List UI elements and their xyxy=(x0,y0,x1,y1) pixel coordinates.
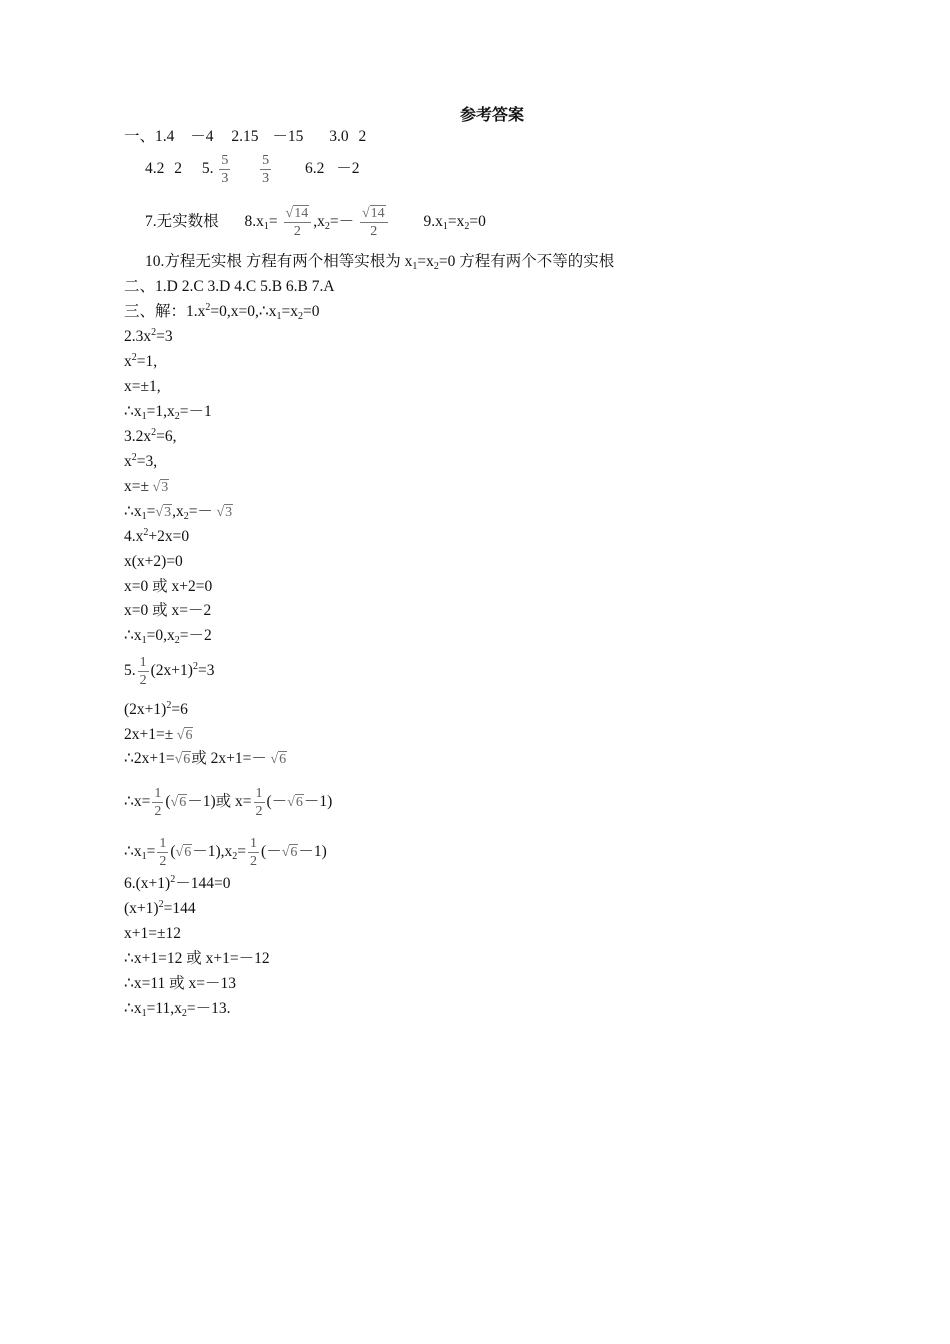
subscript: 1 xyxy=(442,221,448,233)
sqrt: √6 xyxy=(175,845,192,861)
answer-text: 4.2 xyxy=(145,160,165,178)
answer-text: 2.15 xyxy=(231,128,259,145)
answer-text: 7.无实数根 xyxy=(145,213,219,231)
answer-text: =0 方程有两个不等的实根 xyxy=(438,253,615,270)
q6-line-2: $(x+1)^2=144$ xyxy=(124,899,196,917)
answer-text: 一、1.4 xyxy=(124,128,175,145)
sqrt: √3 xyxy=(212,505,233,520)
q4-line-4: x=0 或 x=－2 xyxy=(124,602,212,619)
answer-text: =0 xyxy=(303,303,320,320)
answer-text: =x xyxy=(447,213,465,231)
answer-text: 6.2 xyxy=(305,160,325,178)
page-title: 参考答案 xyxy=(459,107,524,124)
part2-answers: 二、1.D 2.C 3.D 4.C 5.B 6.B 7.A xyxy=(124,278,335,295)
q4-line-5: ∴x1=0,x2=－2 xyxy=(124,627,212,646)
subscript: 1 xyxy=(412,261,418,272)
sqrt: √14 xyxy=(361,206,385,221)
subscript: 1 xyxy=(276,311,282,322)
q4-line-3: x=0 或 x+2=0 xyxy=(124,578,213,595)
q2-line-1: $2.3x^2=3$ xyxy=(124,327,173,345)
answer-text: 2 xyxy=(174,160,182,178)
sqrt: √6 xyxy=(287,795,303,811)
subscript: 2 xyxy=(298,311,303,322)
q6-line-5: ∴x=11 或 x=－13 xyxy=(124,975,237,992)
fraction: $\frac{√14}{2}$ xyxy=(360,205,388,240)
subscript: 2 xyxy=(324,221,330,233)
answer-text: =－ xyxy=(329,213,355,231)
answer-text: －2 xyxy=(336,160,360,178)
part1-line-4 xyxy=(145,252,614,274)
q3-line-2: $x^2=3$, xyxy=(124,452,158,470)
fraction: $\frac{1}{2}$ xyxy=(154,786,162,819)
q5-line-4: ∴2x+1=√6或 2x+1=－ √6 xyxy=(124,750,287,767)
answer-text: －4 xyxy=(190,128,214,145)
subscript: 2 xyxy=(433,261,439,272)
fraction: $\frac{1}{2}$ xyxy=(159,836,167,869)
fraction: $\frac{1}{2}$ xyxy=(250,836,258,869)
q6-line-1: $6.(x+1)^2-144=0$ xyxy=(124,874,231,892)
subscript: 1 xyxy=(263,221,269,233)
sqrt: √6 xyxy=(266,752,287,767)
part1-line-3 xyxy=(145,205,486,240)
answer-text: 三、解：1.x xyxy=(124,303,206,320)
sqrt: √3 xyxy=(155,505,172,520)
q2-line-2: $x^2=1$, xyxy=(124,352,158,370)
part1-line-2 xyxy=(145,152,360,187)
sqrt: √6 xyxy=(281,845,298,861)
sqrt: √6 xyxy=(173,728,193,743)
superscript: 2 xyxy=(205,302,211,313)
q2-line-4: ∴x1=1,x2=－1 xyxy=(124,403,212,422)
q5-line-5: ∴x= $\frac{1}{2}$ (√6－1)或 x= $\frac{1}{2}$ (－√6－1) xyxy=(124,786,333,819)
fraction: $\frac{√14}{2}$ xyxy=(284,205,312,240)
part3-head xyxy=(124,302,320,324)
q3-line-3: x=± √3 xyxy=(124,478,169,495)
answer-text: －15 xyxy=(272,128,304,145)
answer-text: 2 xyxy=(358,128,367,145)
answer-text: 9.x xyxy=(423,213,443,231)
sqrt: √6 xyxy=(174,752,191,767)
answer-text: ,x xyxy=(313,213,325,231)
q4-line-1: $4.x^2+2x=0$ xyxy=(124,527,190,545)
q4-line-2: x(x+2)=0 xyxy=(124,553,183,570)
q6-line-4: ∴x+1=12 或 x+1=－12 xyxy=(124,950,270,967)
q5-line-6: ∴x1= $\frac{1}{2}$ (√6－1),x2= $\frac{1}{2}$ (－√6－1) xyxy=(124,836,327,869)
q6-line-3: x+1=±12 xyxy=(124,925,181,942)
q5-line-1: 5. $\frac{1}{2}$ $(2x+1)^2=3$ xyxy=(124,655,215,688)
answer-text: =x xyxy=(281,303,298,320)
q6-line-6: ∴x1=11,x2=－13. xyxy=(124,1000,231,1019)
fraction: $\frac{1}{2}$ xyxy=(139,655,147,688)
subscript: 2 xyxy=(464,221,470,233)
fraction: $\frac{5}{3}$ xyxy=(221,153,229,186)
q2-line-3: x=±1, xyxy=(124,378,161,395)
answer-text: =x xyxy=(417,253,434,270)
answer-text: 10.方程无实根 方程有两个相等实根为 x xyxy=(145,253,413,270)
sqrt: √14 xyxy=(285,206,309,221)
q3-line-4: ∴x1=√3,x2=－ √3 xyxy=(124,503,233,522)
answer-text: 8.x xyxy=(244,213,264,231)
q3-line-1: $3.2x^2=6$, xyxy=(124,427,177,445)
answer-text: =0,x=0,∴x xyxy=(210,303,277,320)
answer-text: 3.0 xyxy=(329,128,349,145)
part1-line-1 xyxy=(124,127,366,147)
sqrt: √3 xyxy=(149,480,169,495)
answer-text: 5. xyxy=(201,160,214,178)
q5-line-3: 2x+1=± √6 xyxy=(124,726,193,743)
fraction: $\frac{5}{3}$ xyxy=(262,153,270,186)
answer-text: = xyxy=(268,213,278,231)
sqrt: √6 xyxy=(170,795,187,811)
q5-line-2: $(2x+1)^2=6$ xyxy=(124,700,188,718)
answer-text: =0 xyxy=(469,213,486,231)
fraction: $\frac{1}{2}$ xyxy=(255,786,263,819)
